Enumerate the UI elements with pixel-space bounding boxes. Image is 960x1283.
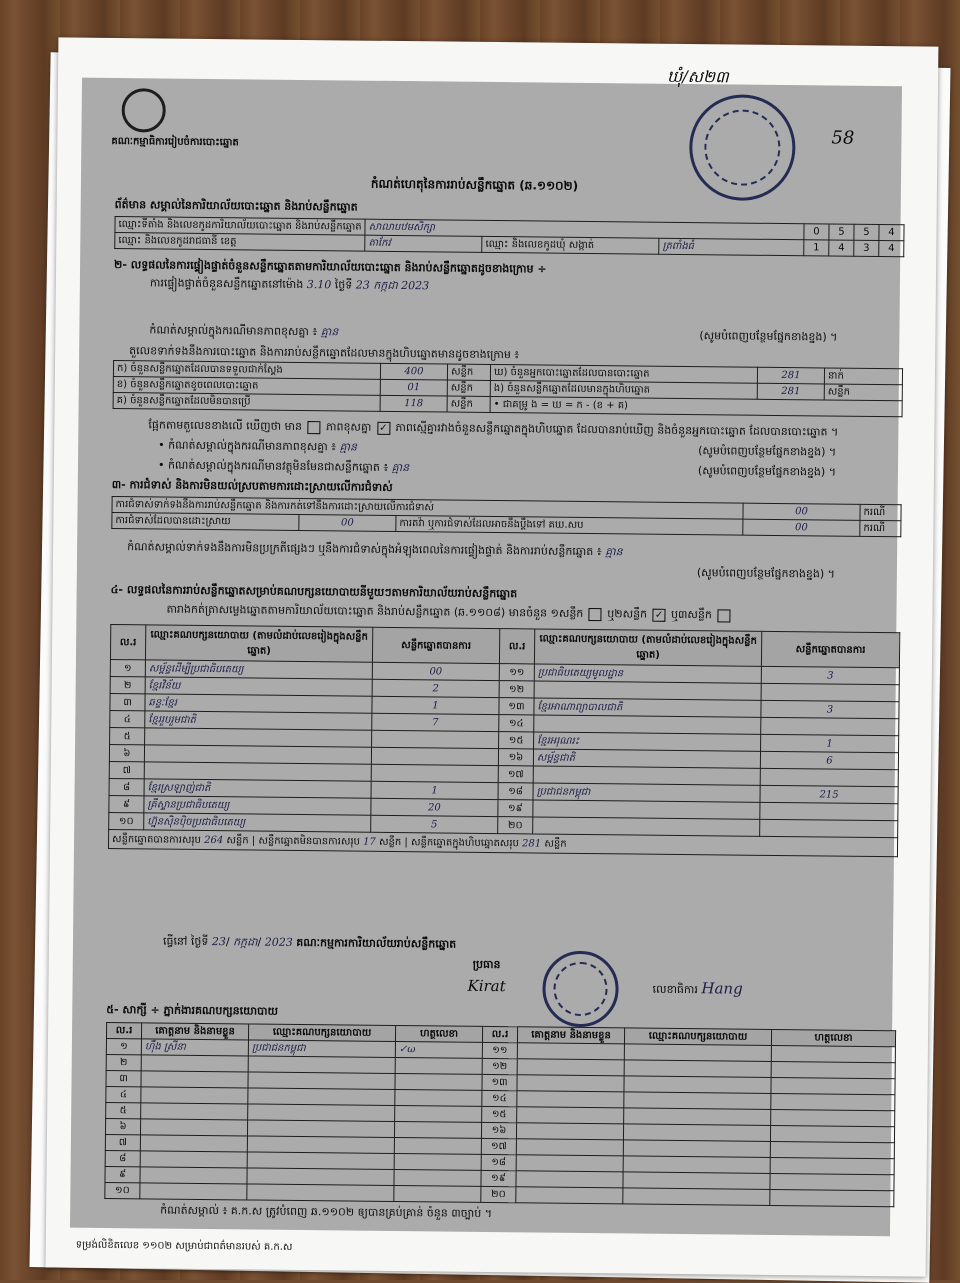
row-number: ១៩ — [481, 1170, 516, 1186]
col-party: ឈ្មោះគណបក្សនយោបាយ — [248, 1024, 395, 1042]
witness-signature — [770, 1189, 894, 1206]
witness-name — [141, 1087, 248, 1104]
code-digit: 4 — [829, 240, 854, 256]
witness-signature — [394, 1186, 481, 1203]
row-number: ២ — [110, 677, 145, 694]
vote-count: 20 — [371, 798, 498, 816]
table-intro: តួលេខទាក់ទងនឹងការបោះឆ្នោត និងការរាប់សន្លឹកឆ្នោតដែលមានក្នុងហិបឆ្នោតមានដូចខាងក្រោម ៖ — [129, 344, 520, 362]
section4-intro — [166, 603, 732, 625]
row-number: ១៥ — [499, 732, 534, 749]
party-name: សម្ព័ន្ធជាតិ — [533, 749, 760, 768]
code-digit: 0 — [804, 224, 829, 240]
witness-name: ហ៊ឹង ស្រីនា — [141, 1039, 248, 1056]
vote-count: 1 — [761, 734, 899, 752]
party-name: ខ្មែររួបរួមជាតិ — [145, 711, 372, 730]
checkbox-unchecked[interactable] — [307, 421, 320, 434]
vote-count — [760, 819, 898, 837]
row-value: 400 — [380, 363, 447, 380]
note2-label: • កំណត់សម្គាល់ក្នុងករណីមានភាពខុសគ្នា ៖ — [158, 438, 337, 454]
vote-count — [760, 768, 898, 786]
option-b: ឬ៣សន្លឹក — [671, 607, 712, 622]
sign-date: 23 — [211, 935, 226, 949]
col-party: ឈ្មោះគណបក្សនយោបាយ (តាមលំដាប់លេខរៀងក្នុងសន្លឹកឆ្នោត) — [145, 625, 372, 662]
witness-signature — [394, 1138, 481, 1155]
row-number: ៥ — [110, 728, 145, 745]
col-party: ឈ្មោះគណបក្សនយោបាយ (តាមលំដាប់លេខរៀងក្នុងសន្លឹកឆ្នោត) — [534, 629, 761, 666]
witness-party — [247, 1120, 394, 1138]
witness-signature — [394, 1154, 481, 1171]
section3-heading: ៣- ការជំទាស់ និងការមិនយល់ស្របតាមការដោះស្រាយលើការជំទាស់ — [111, 478, 393, 494]
secretary-label: លេខាធិការ — [652, 982, 698, 997]
witness-signature — [771, 1045, 895, 1062]
unit: សន្លឹក — [544, 838, 567, 850]
col-no: ល.រ — [110, 625, 145, 660]
col-votes: សន្លឹកឆ្នោតបានការ — [761, 631, 899, 667]
section2-note — [149, 323, 338, 341]
secretary-line — [652, 979, 742, 1000]
witness-name — [140, 1151, 247, 1168]
row-number: ១៧ — [481, 1138, 516, 1154]
row-number: ១៦ — [481, 1122, 516, 1138]
witness-party — [623, 1124, 770, 1142]
note-label: កំណត់សម្គាល់ក្នុងករណីមានភាពខុសគ្នា ៖ — [149, 323, 318, 339]
vote-count — [761, 683, 899, 701]
witness-name — [516, 1123, 623, 1140]
province-value: តាកែវ — [365, 235, 482, 252]
vote-count: 2 — [372, 679, 499, 697]
witness-party — [623, 1140, 770, 1158]
witness-name — [516, 1155, 623, 1172]
row-number: ៥ — [106, 1102, 141, 1118]
note-value: គ្មាន — [320, 325, 339, 339]
info-heading: ព័ត៌មាន សម្គាល់នៃការិយាល័យបោះឆ្នោត និងរាប់សន្លឹកឆ្នោត — [114, 198, 358, 214]
row-number: ១៣ — [482, 1074, 517, 1090]
vote-count: 1 — [371, 781, 498, 799]
witness-signature — [395, 1090, 482, 1107]
resolved-label: ការជំទាស់ដែលបានដោះស្រាយ — [112, 513, 299, 531]
unit: ករណី — [860, 504, 901, 520]
row-number: ៤ — [110, 711, 145, 728]
committee-label: គណៈកម្មការការិយាល័យរាប់សន្លឹកឆ្នោត — [296, 935, 457, 951]
check-year: 2023 — [401, 279, 430, 293]
witness-signature — [394, 1170, 481, 1187]
witness-name — [517, 1059, 624, 1076]
checkbox-checked[interactable]: ✓ — [653, 608, 666, 621]
results-body — [109, 660, 900, 838]
vote-count: 00 — [372, 662, 499, 680]
vote-count — [371, 764, 498, 782]
witness-name — [140, 1183, 247, 1200]
section3-note — [127, 540, 623, 561]
ballot-count-table — [113, 360, 903, 417]
doc-title: កំណត់ហេតុនៃការរាប់សន្លឹកឆ្នោត (ឆ.១១០២) — [370, 176, 579, 193]
vote-count — [760, 802, 898, 820]
party-name: ប្រជាជនកម្ពុជា — [533, 783, 760, 802]
col-no: ល.រ — [499, 629, 534, 664]
fill-hint: (សូមបំពេញបន្ថែមផ្នែកខាងខ្នង) ។ — [696, 566, 836, 581]
row-number: ១៤ — [482, 1090, 517, 1106]
vote-count: 215 — [760, 785, 898, 803]
date-label: ធ្វើនៅ ថ្ងៃទី — [162, 934, 209, 949]
note2-value: គ្មាន — [339, 440, 358, 454]
top-number: 58 — [831, 127, 855, 149]
vote-count — [371, 747, 498, 765]
formula: • ជាគម្រូ ង = ឃ = ក - (ខ + គ) — [490, 396, 902, 416]
row-label: ង) ចំនួនសន្លឹកឆ្នោតដែលមានក្នុងហិបឆ្នោត — [490, 380, 757, 399]
total-invalid-label: សន្លឹកឆ្នោតមិនបានការសរុប — [258, 835, 360, 848]
row-number: ៦ — [109, 745, 144, 762]
row-unit: សន្លឹក — [824, 384, 902, 401]
note2-line — [158, 438, 357, 456]
nec-logo-icon — [121, 88, 165, 132]
unit: សន្លឹក — [226, 834, 249, 846]
vote-count: 3 — [761, 700, 899, 718]
top-note: ឃុំ/ស២៣ — [666, 66, 729, 87]
row-value: 118 — [380, 395, 447, 412]
row-number: ៤ — [106, 1086, 141, 1102]
col-no: ល.រ — [482, 1026, 517, 1042]
witness-name — [140, 1135, 247, 1152]
total-box: 281 — [522, 837, 542, 850]
row-number: ៣ — [106, 1070, 141, 1086]
witness-party — [623, 1172, 770, 1190]
code-digit: 5 — [854, 224, 879, 240]
row-number: ៧ — [109, 761, 144, 778]
witness-party — [247, 1136, 394, 1154]
note3-label: • កំណត់សម្គាល់ក្នុងករណីមានវត្ថុមិនមែនជាសន្លឹកឆ្នោត ៖ — [157, 458, 389, 474]
witness-name — [140, 1167, 247, 1184]
witness-signature — [394, 1122, 481, 1139]
total-valid: 264 — [204, 834, 224, 846]
witness-signature — [770, 1173, 894, 1190]
appeal-value: 00 — [743, 519, 860, 536]
row-number: ៨ — [105, 1150, 140, 1166]
location-label: ឈ្មោះទីតាំង និងលេខកូដការិយាល័យបោះឆ្នោត និងរាប់សន្លឹកឆ្នោត — [115, 217, 365, 236]
witness-party — [248, 1088, 395, 1106]
witness-party — [247, 1152, 394, 1170]
location-value: សាលាបឋមសិក្សា — [365, 219, 804, 240]
section4-heading: ៤- លទ្ធផលនៃការរាប់សន្លឹកឆ្នោតសម្រាប់គណបក្សនយោបាយនីមួយៗតាមការិយាល័យរាប់សន្លឹកឆ្នោត — [110, 583, 518, 601]
code-digit: 1 — [804, 240, 829, 256]
vote-count: 3 — [761, 666, 899, 684]
commune-value: ត្រពាំងធំ — [659, 238, 804, 256]
check-date-label: ថ្ងៃទី — [334, 278, 353, 292]
party-name: ហ្វ៊ុនស៊ិនប៉ិចប្រជាធិបតេយ្យ — [144, 813, 371, 832]
witness-signature — [771, 1061, 895, 1078]
row-label: គ) ចំនួនសន្លឹកឆ្នោតដែលមិនបានប្រើ — [113, 393, 380, 412]
chair-label: ប្រធាន — [472, 957, 501, 972]
witness-party — [624, 1108, 771, 1126]
row-number: ១ — [106, 1038, 141, 1054]
witness-party — [623, 1156, 770, 1174]
party-name: ប្រជាធិបតេយ្យមូលដ្ឋាន — [534, 664, 761, 683]
party-name: ខ្មែរវិន័យ — [145, 677, 372, 696]
witness-signature — [771, 1109, 895, 1126]
appeal-label: ការតវ៉ា ឬការជំទាស់ដែលអាចនឹងប្តឹងទៅ គឃ.សប — [396, 515, 743, 535]
row-number: ១២ — [482, 1058, 517, 1074]
witness-name — [517, 1043, 624, 1060]
col-name: គោត្តនាម និងនាមខ្លួន — [141, 1023, 248, 1040]
committee-stamp-icon — [542, 951, 619, 1028]
row-unit: សន្លឹក — [447, 396, 490, 412]
witness-party — [247, 1184, 394, 1202]
form-footer: ទម្រង់លិខិតលេខ ១១០២ សម្រាប់ជាពត៌មានរបស់ គ.ក.ស — [75, 1239, 293, 1253]
witness-name — [141, 1071, 248, 1088]
intro-text: តារាងកត់ត្រាសម្លេងឆ្នោតតាមការិយាល័យបោះឆ្នោត និងរាប់សន្លឹកឆ្នោត (ឆ.១១០៨) មានចំនួន ១សន្លឹក — [166, 602, 584, 620]
vote-count — [372, 730, 499, 748]
witness-party — [248, 1104, 395, 1122]
col-name: គោត្តនាម និងនាមខ្លួន — [517, 1027, 624, 1044]
row-value: 281 — [757, 367, 824, 384]
sign-year: 2023 — [264, 935, 293, 949]
checkbox-checked[interactable]: ✓ — [377, 421, 390, 434]
row-number: ២ — [106, 1054, 141, 1070]
row-number: ៩ — [109, 795, 144, 812]
witness-signature — [395, 1058, 482, 1075]
fill-hint: (សូមបំពេញបន្ថែមផ្នែកខាងខ្នង) ។ — [699, 329, 838, 344]
objection-label: ការជំទាស់ទាក់ទងនឹងការរាប់សន្លឹកឆ្នោត និងការកត់ទៅនឹងការដោះស្រាយលើការជំទាស់ — [112, 497, 743, 520]
witness-party — [247, 1168, 394, 1186]
col-sign: ហត្ថលេខា — [395, 1026, 482, 1043]
vote-count — [761, 717, 899, 735]
org-name: គណៈកម្មាធិការរៀបចំការបោះឆ្នោត — [111, 135, 239, 149]
section2-intro-line — [150, 276, 429, 295]
chair-signature: Kirat — [467, 976, 506, 996]
row-number: ២០ — [481, 1186, 516, 1202]
witness-table — [104, 1022, 896, 1207]
fill-hint: (សូមបំពេញបន្ថែមផ្នែកខាងខ្នង) ។ — [698, 444, 837, 459]
row-number: ១៦ — [498, 749, 533, 766]
col-sign: ហត្ថលេខា — [771, 1029, 895, 1046]
code-digit: 5 — [829, 224, 854, 240]
vote-count: 6 — [760, 751, 898, 769]
row-value: 01 — [380, 379, 447, 396]
note3-line — [158, 458, 409, 477]
code-digit: 4 — [879, 225, 904, 241]
witness-name — [517, 1091, 624, 1108]
row-number: ៣ — [110, 694, 145, 711]
witness-signature — [395, 1106, 482, 1123]
witness-name — [141, 1103, 248, 1120]
row-label: ក) ចំនួនសន្លឹកឆ្នោតដែលបានទទួលជាក់ស្តែង — [113, 361, 380, 380]
row-number: ១៧ — [498, 766, 533, 783]
commune-label: ឈ្មោះ និងលេខកូដឃុំ សង្កាត់ — [482, 236, 659, 254]
vote-count: 1 — [372, 696, 499, 714]
witness-name — [516, 1139, 623, 1156]
party-name: ខ្មែរអាណាព្យាបាលជាតិ — [534, 698, 761, 717]
witness-party — [248, 1056, 395, 1074]
section2-heading: ២- លទ្ធផលនៃការផ្ទៀងផ្ទាត់ចំនួនសន្លឹកឆ្នោតតាមការិយាល័យបោះឆ្នោត និងរាប់សន្លឹកឆ្នោតដូចខាងក្រោម ÷ — [114, 258, 547, 276]
col-votes: សន្លឹកឆ្នោតបានការ — [372, 627, 499, 663]
unit: សន្លឹក — [378, 836, 402, 848]
row-number: ១៩ — [498, 800, 533, 817]
witness-signature: ✓ω — [395, 1042, 482, 1059]
row-number: ១២ — [499, 681, 534, 698]
witness-signature — [770, 1157, 894, 1174]
row-number: ១១ — [499, 664, 534, 681]
party-name: គ្រីស្ទានប្រជាធិបតេយ្យ — [144, 796, 371, 815]
resolved-value: 00 — [299, 514, 396, 531]
witness-name — [141, 1055, 248, 1072]
party-name: ខ្មែរស្រឡាញ់ជាតិ — [144, 779, 371, 798]
witness-signature — [771, 1077, 895, 1094]
witness-signature — [395, 1074, 482, 1091]
code-digit: 4 — [879, 241, 904, 257]
row-unit: នាក់ — [824, 368, 902, 385]
sign-month: កក្កដា — [233, 935, 258, 949]
witness-party — [624, 1044, 771, 1062]
witness-signature — [770, 1125, 894, 1142]
witness-party — [624, 1092, 771, 1110]
row-number: ១០ — [105, 1182, 140, 1198]
check-line-label: ផ្អែកតាមតួលេខខាងលើ ឃើញថា មាន — [148, 418, 303, 433]
code-digit: 3 — [854, 240, 879, 256]
vote-count: 5 — [371, 815, 498, 833]
check-option-a: ភាពខុសគ្នា — [325, 420, 372, 434]
witness-name — [516, 1187, 623, 1204]
row-number: ១៨ — [481, 1154, 516, 1170]
fill-hint: (សូមបំពេញបន្ថែមផ្នែកខាងខ្នង) ។ — [697, 464, 837, 479]
row-number: ៩ — [105, 1166, 140, 1182]
check-month: កក្កដា — [373, 278, 398, 292]
vote-count: 7 — [372, 713, 499, 731]
totals-row: សន្លឹកឆ្នោតបានការសរុប 264 សន្លឹក | សន្លឹកឆ្នោតមិនបានការសរុប 17 សន្លឹក | សន្លឹកឆ្នោតក្នុងហិបឆ្នោតសរុប 281 សន្លឹក — [108, 829, 897, 856]
row-number: ១៣ — [499, 698, 534, 715]
check-line — [148, 418, 838, 441]
row-number: ១៥ — [482, 1106, 517, 1122]
total-invalid: 17 — [363, 836, 376, 848]
signing-date-line: ធ្វើនៅ ថ្ងៃទី 23/ កក្កដា/ 2023 គណៈកម្មការការិយាល័យរាប់សន្លឹកឆ្នោត — [162, 934, 457, 951]
party-name: ឆន្ទៈខ្មែរ — [145, 694, 372, 713]
note3-value: គ្មាន — [391, 460, 410, 475]
witness-party: ប្រជាជនកម្ពុជា — [248, 1040, 395, 1058]
col-party: ឈ្មោះគណបក្សនយោបាយ — [624, 1028, 771, 1046]
row-unit: សន្លឹក — [447, 364, 490, 380]
witness-name — [140, 1119, 247, 1136]
row-label: ខ) ចំនួនសន្លឹកឆ្នោតខូចពេលបោះឆ្នោត — [113, 377, 380, 396]
photocopy-area — [70, 66, 902, 1237]
witness-body — [105, 1038, 896, 1206]
row-number: ២០ — [498, 817, 533, 834]
option-a: ឬ២សន្លឹក — [607, 607, 648, 621]
note-label: កំណត់សម្គាល់ទាក់ទងនឹងការមិនប្រក្រតីផ្សេងៗ ឬនឹងការជំទាស់ក្នុងអំឡុងពេលនៃការផ្ទៀងផ្ទាត់ និងការរាប់សន្លឹកឆ្នោត ៖ — [127, 540, 602, 559]
witness-name — [517, 1075, 624, 1092]
check-time-label: ការផ្ទៀងផ្ទាត់ចំនួនសន្លឹកឆ្នោតនៅម៉ោង — [149, 276, 304, 292]
row-number: ៧ — [105, 1134, 140, 1150]
party-name: ខ្មែរអរុណរះ — [534, 732, 761, 751]
document-sheet — [46, 37, 939, 1276]
objections-table — [111, 496, 901, 537]
unit: ករណី — [860, 520, 901, 536]
row-number: ១៤ — [499, 715, 534, 732]
province-label: ឈ្មោះ និងលេខកូដរាជធានី ខេត្ត — [115, 233, 365, 252]
row-number: ១ — [110, 660, 145, 677]
checkbox-unchecked[interactable] — [589, 608, 602, 621]
witness-party — [624, 1076, 771, 1094]
footnote: កំណត់សម្គាល់ ៖ គ.ក.ស ត្រូវបំពេញ ឆ.១១០២ ឲ្យបានគ្រប់គ្រាន់ ចំនួន ៣ច្បាប់ ។ — [160, 1203, 493, 1221]
row-label: ឃ) ចំនួនអ្នកបោះឆ្នោតដែលបានបោះឆ្នោត — [490, 364, 757, 383]
row-number: ១០ — [109, 812, 144, 829]
row-number: ១១ — [482, 1042, 517, 1058]
section5-heading: ៥- សាក្សី ÷ ភ្នាក់ងារគណបក្សនយោបាយ — [106, 1002, 279, 1018]
checkbox-unchecked[interactable] — [717, 609, 730, 622]
total-box-label: សន្លឹកឆ្នោតក្នុងហិបឆ្នោតសរុប — [410, 836, 519, 849]
check-time: 3.10 — [306, 278, 332, 292]
row-number: ៦ — [105, 1118, 140, 1134]
col-no: ល.រ — [106, 1022, 141, 1038]
note-value: គ្មាន — [605, 545, 623, 559]
witness-party — [248, 1072, 395, 1090]
witness-signature — [771, 1093, 895, 1110]
info-table — [114, 216, 904, 257]
check-option-b: ភាពស្មើគ្នារវាងចំនួនសន្លឹកឆ្នោតក្នុងហិបឆ្នោត ដែលបានរាប់ឃើញ និងចំនួនអ្នកបោះឆ្នោត ដែលបានបោះឆ្នោត ។ — [395, 420, 839, 439]
row-unit: សន្លឹក — [447, 380, 490, 396]
row-number: ១៨ — [498, 783, 533, 800]
witness-party — [624, 1060, 771, 1078]
row-value: 281 — [757, 383, 824, 400]
row-number: ៨ — [109, 778, 144, 795]
party-name: សម្ព័ន្ធដើម្បីប្រជាធិបតេយ្យ — [145, 660, 372, 679]
witness-name — [516, 1171, 623, 1188]
witness-name — [517, 1107, 624, 1124]
witness-signature — [770, 1141, 894, 1158]
total-valid-label: សន្លឹកឆ្នោតបានការសរុប — [112, 833, 202, 846]
objection-value: 00 — [743, 503, 860, 520]
check-date: 23 — [355, 278, 370, 292]
results-table — [108, 624, 900, 857]
witness-party — [623, 1188, 770, 1206]
secretary-signature: Hang — [701, 979, 743, 998]
official-stamp-icon — [689, 94, 796, 201]
